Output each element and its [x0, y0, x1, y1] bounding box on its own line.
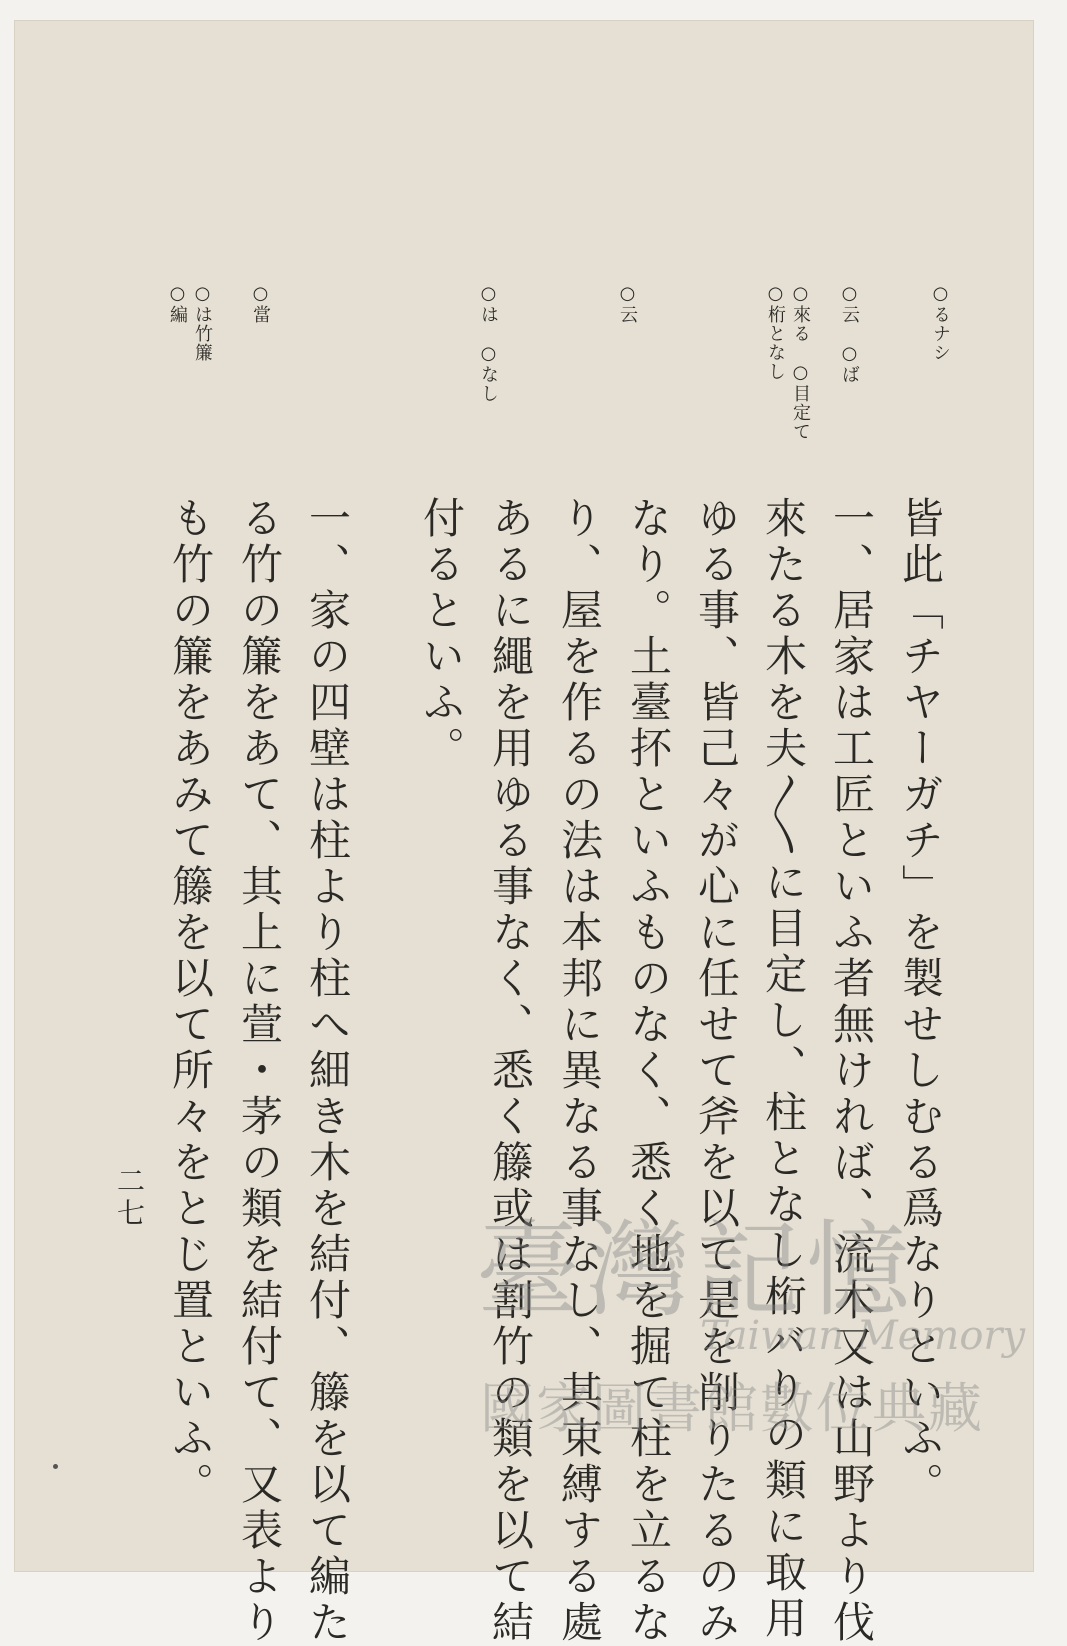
body-line-8: 付るといふ。 [417, 496, 466, 772]
body-line-11: も竹の簾をあみて籐を以て所々をとじ置といふ。 [166, 496, 215, 1508]
annotation-5: ○云 [617, 283, 638, 324]
body-line-6: り、屋を作るの法は本邦に異なる事なし、其束縛する處 [555, 496, 604, 1646]
ink-speck [53, 1464, 58, 1469]
watermark-logo: 臺灣記憶 [476, 1209, 917, 1331]
body-line-4: ゆる事、皆己々が心に任せて斧を以て是を削りたるのみ [692, 496, 741, 1646]
body-line-5: なり。土臺抔といふものなく、悉く地を掘て柱を立るな [624, 496, 673, 1646]
annotation-3: ○來る ○目定て [790, 283, 811, 441]
annotation-7: ○當 [250, 283, 271, 324]
annotation-6: ○は ○なし [478, 283, 499, 403]
body-line-2: 一、居家は工匠といふ者無ければ、流木又は山野より伐 [827, 496, 876, 1646]
annotation-9: ○編 [167, 283, 188, 324]
annotation-2: ○云 ○ば [839, 283, 860, 384]
body-line-10: る竹の簾をあて、其上に萱・茅の類を結付て、又表より [235, 496, 284, 1646]
watermark-english: Taiwan Memory [700, 1313, 1026, 1359]
watermark-institution: 國家圖書館數位典藏 [480, 1377, 984, 1440]
annotation-4: ○桁となし [765, 283, 786, 381]
page-number: 二七 [113, 1166, 146, 1230]
body-line-3: 來たる木を夫〳〵に目定し、柱となし桁バりの類に取用 [759, 496, 808, 1642]
body-line-9: 一、家の四壁は柱より柱へ細き木を結付、籐を以て編た [303, 496, 352, 1646]
body-line-7: あるに繩を用ゆる事なく、悉く籐或は割竹の類を以て結 [486, 496, 535, 1646]
annotation-8: ○は竹簾 [192, 283, 213, 362]
annotation-1: ○るナシ [930, 283, 951, 362]
body-line-1: 皆此「チヤーガチ」を製せしむる爲なりといふ。 [896, 496, 945, 1508]
